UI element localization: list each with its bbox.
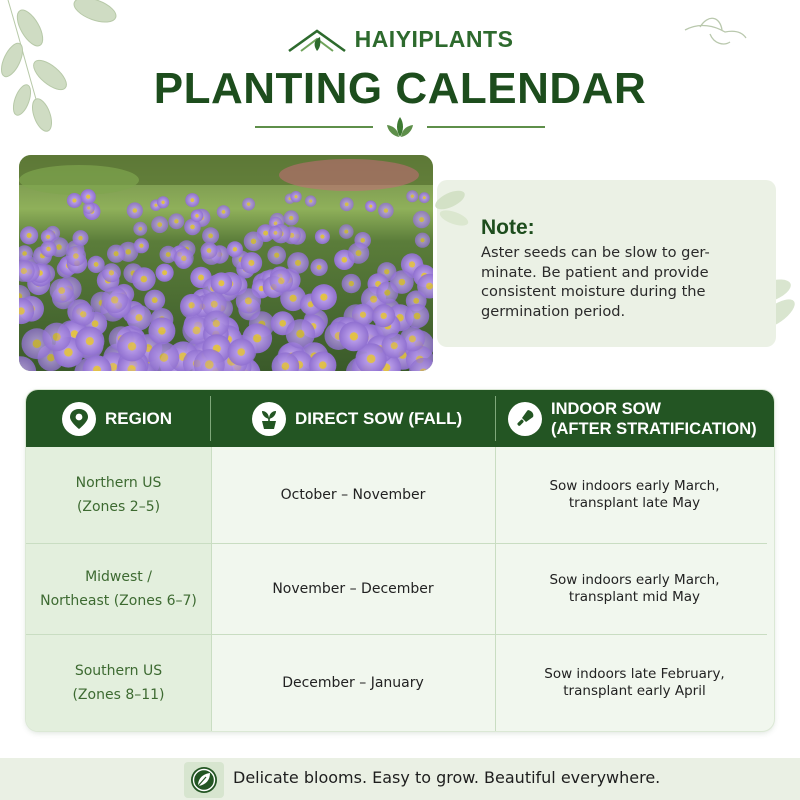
seedling-pot-icon [252,402,286,436]
footer-tagline: Delicate blooms. Easy to grow. Beautiful everywhere. [233,768,661,787]
indoor-sow-cell: Sow indoors late February, transplant early April [544,665,725,699]
direct-sow-cell: October – November [280,487,426,503]
sprout-divider-icon [385,116,415,138]
decorative-leaf-icon [432,186,472,230]
header-region-label: REGION [105,408,173,428]
header-direct-sow [252,390,512,447]
planting-calendar-table [26,390,774,731]
page-title: PLANTING CALENDAR [153,64,647,113]
house-leaf-logo-icon [287,27,347,53]
header-indoor-sow-label: INDOOR SOW (AFTER STRATIFICATION) [551,399,757,438]
note-title: Note: [481,216,535,239]
indoor-sow-cell: Sow indoors early March, transplant late May [549,478,720,511]
brand-header [0,26,800,53]
table-header [26,390,774,447]
brand-name: HAIYIPLANTS [354,26,514,52]
direct-sow-cell: November – December [272,580,434,597]
indoor-sow-cell: Sow indoors early March, transplant mid May [549,571,720,605]
header-direct-sow-label: DIRECT SOW (FALL) [295,408,463,428]
direct-sow-cell: December – January [282,674,424,691]
region-cell: Southern US (Zones 8–11) [72,662,165,703]
leaf-badge-icon [184,762,224,798]
aster-flower-photo [19,155,433,371]
trowel-icon [508,402,542,436]
flower-field-image [19,155,433,371]
location-pin-icon [62,402,96,436]
region-cell: Northern US (Zones 2–5) [75,475,162,515]
title-divider [250,116,550,138]
header-region [62,390,212,447]
region-cell: Midwest / Northeast (Zones 6–7) [40,568,197,609]
header-indoor-sow [508,390,774,447]
note-body: Aster seeds can be slow to ger- minate. Be patient and provide consistent moisture during the germination period. [481,244,710,320]
